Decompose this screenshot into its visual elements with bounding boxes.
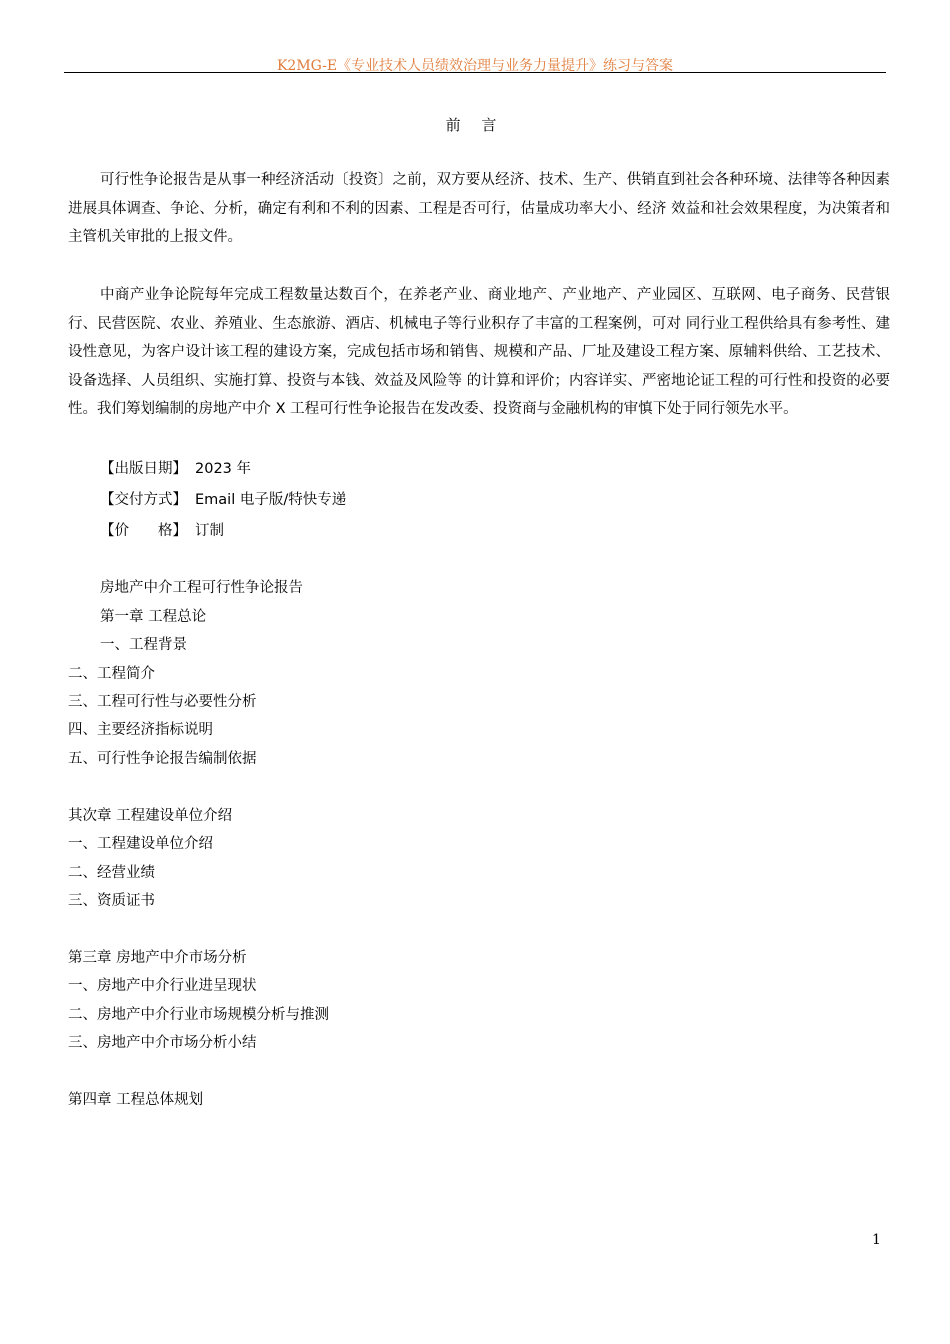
price-label: 【价 格】 <box>100 523 187 539</box>
page-header: K2MG-E《专业技术人员绩效治理与业务力量提升》练习与答案 <box>276 58 674 74</box>
toc-ch3-section-3: 三、房地产中介市场分析小结 <box>68 1035 257 1051</box>
toc-chapter-4: 第四章 工程总体规划 <box>68 1092 204 1108</box>
toc-ch1-section-5: 五、可行性争论报告编制依据 <box>68 751 257 767</box>
toc-ch3-section-2: 二、房地产中介行业市场规模分析与推测 <box>68 1007 329 1023</box>
toc-ch1-section-1: 一、工程背景 <box>100 637 187 653</box>
toc-ch2-section-3: 三、资质证书 <box>68 893 155 909</box>
preface-paragraph-1: 可行性争论报告是从事一种经济活动〔投资〕之前，双方要从经济、技术、生产、供销直到社会各种环境、法律等各种因素进展具体调查、争论、分析，确定有利和不利的因素、工程是否可行，估量成功率大小、经济 效益和社会效果程度，为决策者和主管机关审批的上报文件。 <box>68 172 890 245</box>
toc-ch3-section-1: 一、房地产中介行业进呈现状 <box>68 978 257 994</box>
toc-report-title: 房地产中介工程可行性争论报告 <box>100 580 303 596</box>
price-value: 订制 <box>195 523 224 539</box>
toc-ch1-section-3: 三、工程可行性与必要性分析 <box>68 694 257 710</box>
delivery-row <box>100 488 346 509</box>
publish-date-row <box>100 457 251 478</box>
delivery-label: 【交付方式】 <box>100 492 187 508</box>
toc-chapter-3: 第三章 房地产中介市场分析 <box>68 950 247 966</box>
toc-ch2-section-2: 二、经营业绩 <box>68 865 155 881</box>
preface-title: 前 言 <box>445 116 505 134</box>
publish-date-label: 【出版日期】 <box>100 461 187 477</box>
toc-ch1-section-2: 二、工程简介 <box>68 666 155 682</box>
delivery-value: Email 电子版/特快专递 <box>195 492 347 508</box>
preface-paragraph-2: 中商产业争论院每年完成工程数量达数百个，在养老产业、商业地产、产业地产、产业园区、互联网、电子商务、民营银行、民营医院、农业、养殖业、生态旅游、酒店、机械电子等行业积存了丰富的工程案例，可对 同行业工程供给具有参考性、建设性意见，为客户设计该工程的建设方案，完成包括市场和销售、规模和产品、厂址及建设工程方案、原辅料供给、工艺技术、设备选择、人员组织、实施打算、投资与本钱、效益及风险等 的计算和评价；内容详实、严密地论证工程的可行性和投资的必要性。我们筹划编制的房地产中介 X 工程可行性争论报告在发改委、投资商与金融机构的审慎下处于同行领先水平。 <box>68 287 890 417</box>
header-divider <box>64 72 886 73</box>
toc-chapter-1: 第一章 工程总论 <box>100 609 207 625</box>
toc-ch1-section-4: 四、主要经济指标说明 <box>68 722 213 738</box>
price-row <box>100 519 224 540</box>
page-number: 1 <box>872 1232 881 1248</box>
toc-ch2-section-1: 一、工程建设单位介绍 <box>68 836 213 852</box>
toc-chapter-2: 其次章 工程建设单位介绍 <box>68 808 233 824</box>
publish-date-value: 2023 年 <box>195 461 252 477</box>
